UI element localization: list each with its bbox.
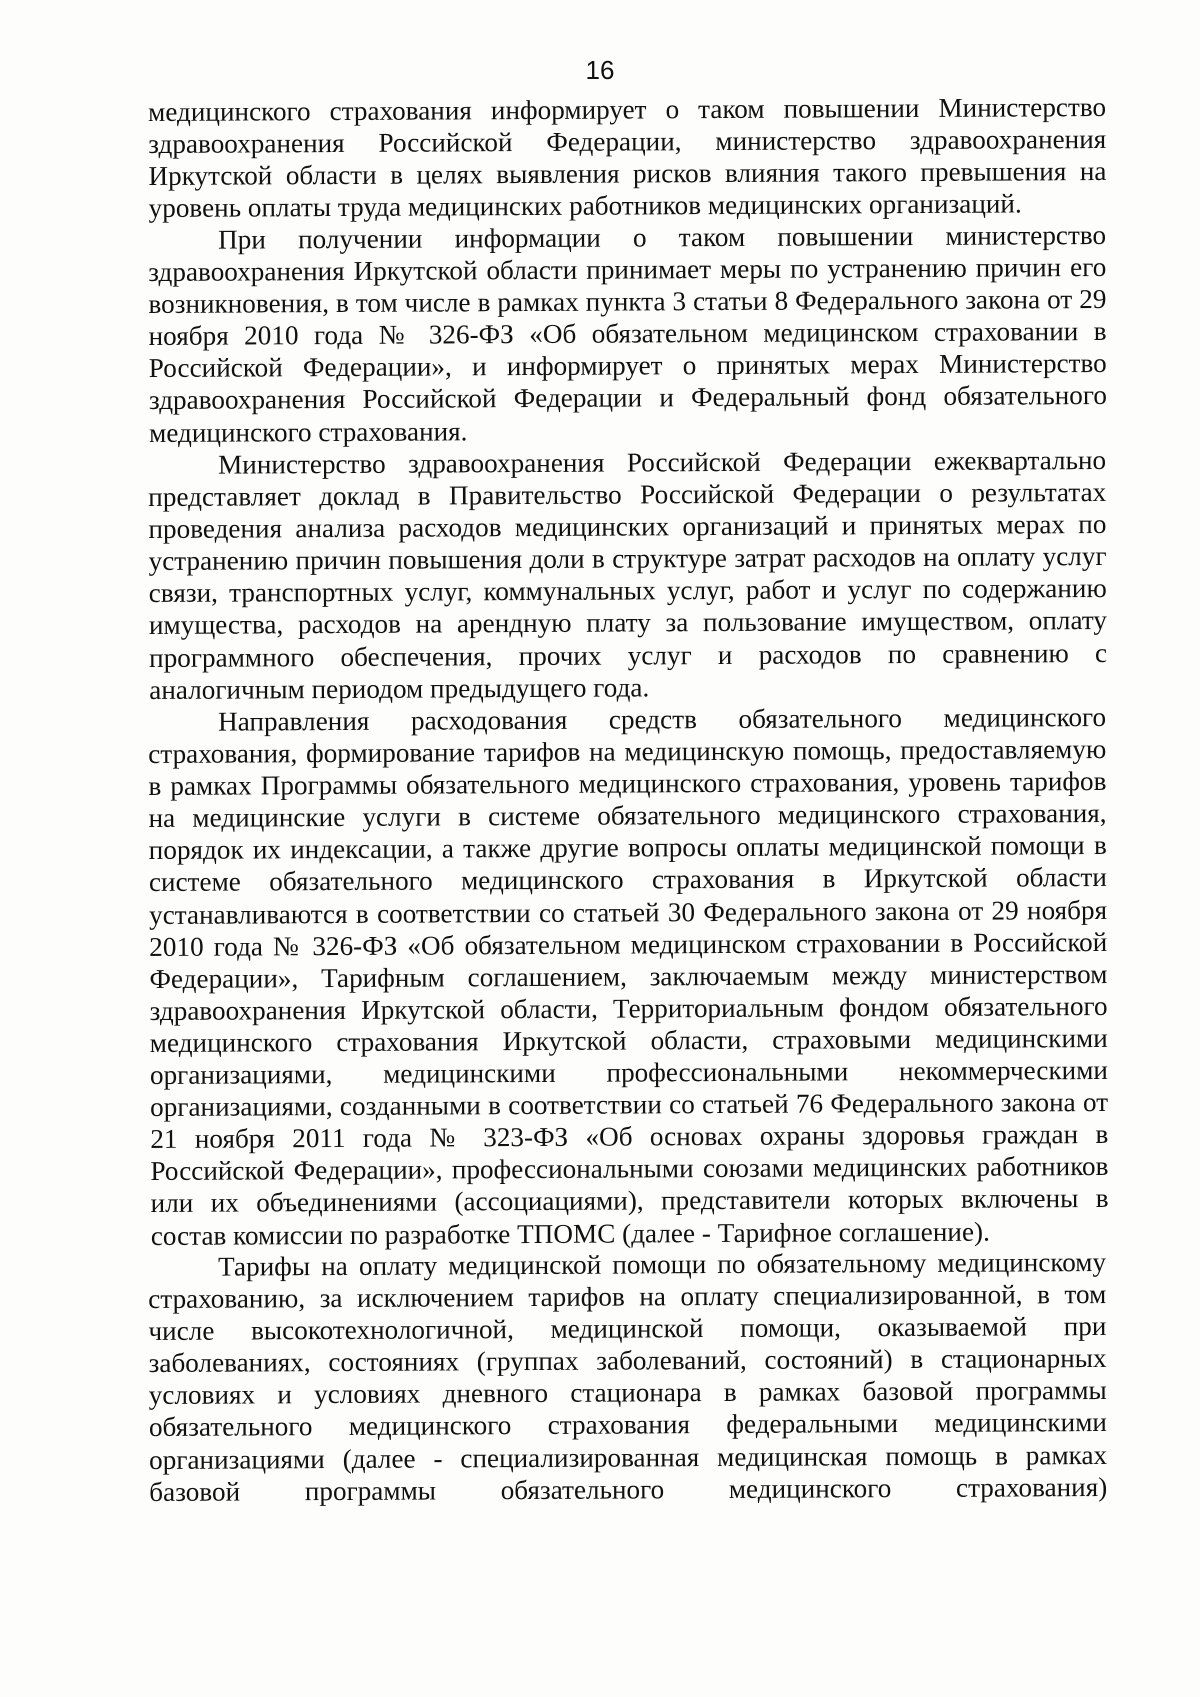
document-body [148,91,1109,1508]
paragraph-ministry-measures: При получении информации о таком повышении министерство здравоохранения Иркутской области принимает меры по устранению причин его возникновения, в том числе в рамках пункта 3 статьи 8 Федерального закона от 29 ноября 2010 года № 326-ФЗ «Об обязательном медицинском страховании в Российской Федерации», и информирует о принятых мерах Министерство здравоохранения Российской Федерации и Федеральный фонд обязательного медицинского страхования. [148,220,1107,448]
paragraph-continuation: медицинского страхования информирует о таком повышении Министерство здравоохранения Российской Федерации, министерство здравоохранения Иркутской области в целях выявления рисков влияния такого превышения на уровень оплаты труда медицинских работников медицинских организаций. [148,91,1107,224]
page-number: 16 [585,55,615,85]
paragraph-tariffs: Тарифы на оплату медицинской помощи по обязательному медицинскому страхованию, за исключением тарифов на оплату специализированной, в том числе высокотехнологичной, медицинской помощи, оказываемой при заболеваниях, состояниях (группах заболеваний, состояний) в стационарных условиях и условиях дневного стационара в рамках базовой программы обязательного медицинского страхования федеральными медицинскими организациями (далее - специализированная медицинская помощь в рамках базовой программы обязательного медицинского страхования) [148,1247,1108,1508]
paragraph-quarterly-report: Министерство здравоохранения Российской Федерации ежеквартально представляет доклад в Правительство Российской Федерации о результатах проведения анализа расходов медицинских организаций и принятых мерах по устранению причин повышения доли в структуре затрат расходов на оплату услуг связи, транспортных услуг, коммунальных услуг, работ и услуг по содержанию имущества, расходов на арендную плату за пользование имуществом, оплату программного обеспечения, прочих услуг и расходов по сравнению с аналогичным периодом предыдущего года. [148,445,1108,705]
paragraph-tariff-directions: Направления расходования средств обязательного медицинского страхования, формирование тарифов на медицинскую помощь, предоставляемую в рамках Программы обязательного медицинского страхования, уровень тарифов на медицинские услуги в системе обязательного медицинского страхования, порядок их индексации, а также другие вопросы оплаты медицинской помощи в системе обязательного медицинского страхования в Иркутской области устанавливаются в соответствии со статьей 30 Федерального закона от 29 ноября 2010 года № 326-ФЗ «Об обязательном медицинском страховании в Российской Федерации», Тарифным соглашением, заключаемым между министерством здравоохранения Иркутской области, Территориальным фондом обязательного медицинского страхования Иркутской области, страховыми медицинскими организациями, медицинскими профессиональными некоммерческими организациями, созданными в соответствии со статьей 76 Федерального закона от 21 ноября 2011 года № 323-ФЗ «Об основах охраны здоровья граждан в Российской Федерации», профессиональными союзами медицинских работников или их объединениями (ассоциациями), представители которых включены в состав комиссии по разработке ТПОМС (далее - Тарифное соглашение). [148,701,1109,1251]
